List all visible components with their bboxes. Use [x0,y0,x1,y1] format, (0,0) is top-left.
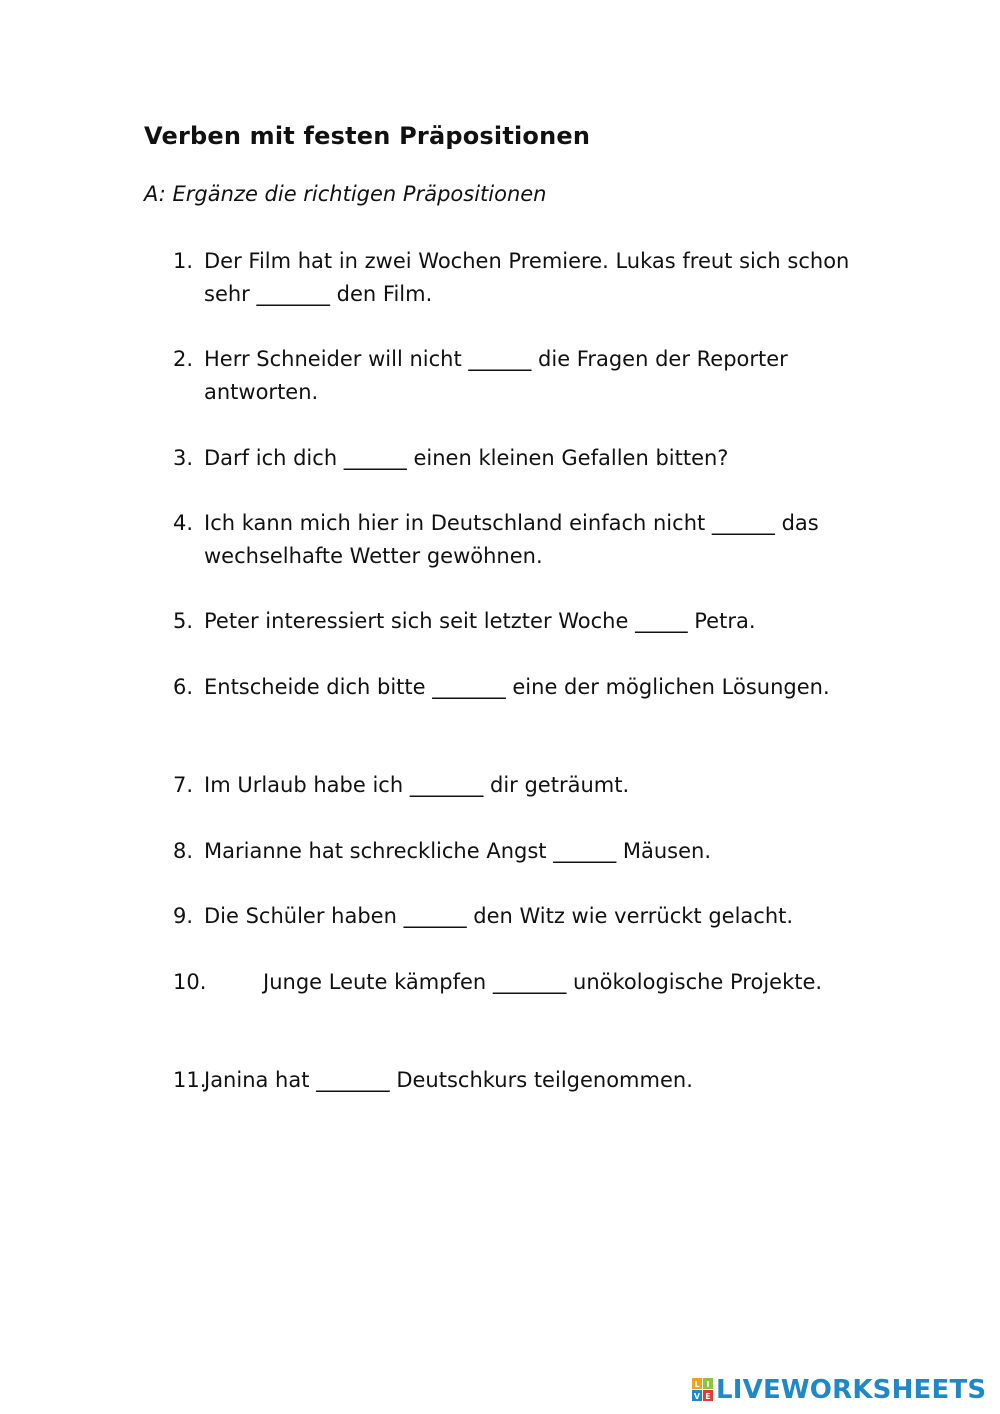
item-text: Die Schüler haben ______ den Witz wie verrückt gelacht. [204,904,794,928]
item-text: Ich kann mich hier in Deutschland einfach nicht ______ das wechselhafte Wetter gewöhnen. [204,511,819,568]
svg-text:E: E [705,1392,711,1401]
logo-text: LIVEWORKSHEETS [716,1375,987,1405]
liveworksheets-logo-icon [692,1378,714,1402]
item-number: 5. [173,609,194,633]
list-item [173,769,863,802]
item-number: 11. [173,1068,207,1092]
item-text: Janina hat _______ Deutschkurs teilgenommen. [204,1068,693,1092]
svg-text:L: L [694,1380,700,1389]
item-number: 2. [173,347,194,371]
list-item [173,835,863,868]
page-title: Verben mit festen Präpositionen [144,122,591,150]
list-item [173,343,863,409]
list-item [173,900,863,933]
svg-text:V: V [693,1392,701,1401]
liveworksheets-logo [692,1376,986,1404]
item-number: 10. [173,970,207,994]
list-item [173,442,863,475]
item-text: Im Urlaub habe ich _______ dir geträumt. [204,773,630,797]
item-text: Entscheide dich bitte _______ eine der möglichen Lösungen. [204,675,830,699]
item-text: Marianne hat schreckliche Angst ______ Mäusen. [204,839,712,863]
item-text: Peter interessiert sich seit letzter Woche _____ Petra. [204,609,756,633]
item-number: 4. [173,511,194,535]
exercise-instruction: A: Ergänze die richtigen Präpositionen [144,182,547,206]
list-item [173,671,863,704]
list-item [173,1064,863,1097]
item-text: Herr Schneider will nicht ______ die Fragen der Reporter antworten. [204,347,788,404]
svg-text:I: I [706,1380,710,1389]
item-number: 9. [173,904,194,928]
list-item [173,507,863,573]
item-number: 7. [173,773,194,797]
item-text: Der Film hat in zwei Wochen Premiere. Lukas freut sich schon sehr _______ den Film. [204,249,850,306]
item-number: 1. [173,249,194,273]
item-number: 8. [173,839,194,863]
list-item [173,966,863,999]
item-number: 3. [173,446,194,470]
item-text: Junge Leute kämpfen _______ unökologische Projekte. [263,970,823,994]
item-number: 6. [173,675,194,699]
item-text: Darf ich dich ______ einen kleinen Gefallen bitten? [204,446,729,470]
list-item [173,245,863,311]
list-item [173,605,863,638]
